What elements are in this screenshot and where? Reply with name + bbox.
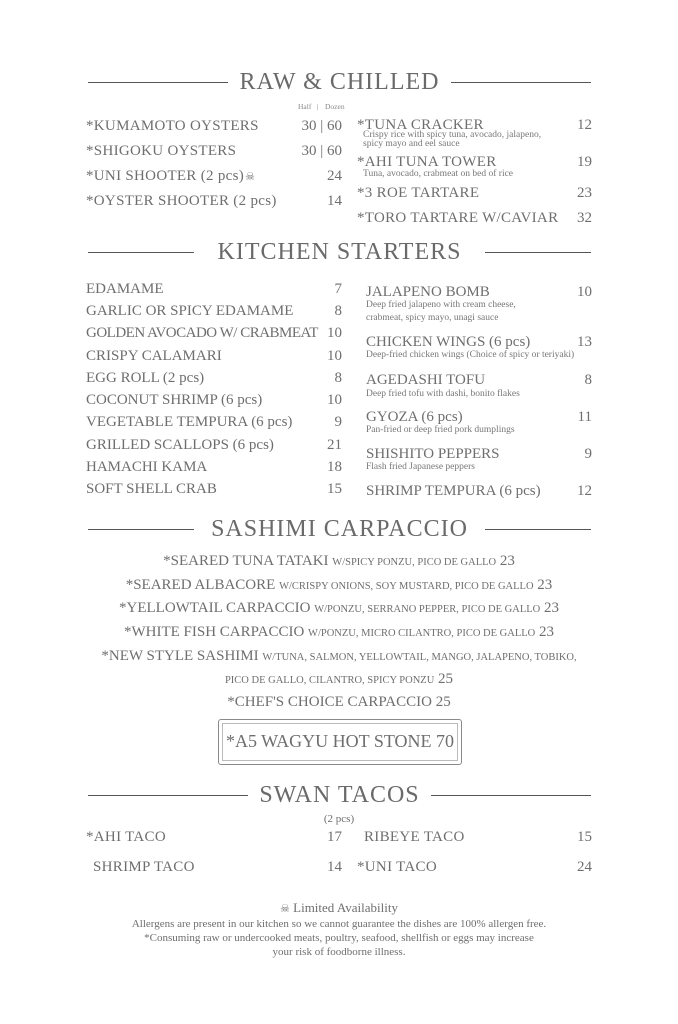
menu-item-name: CHICKEN WINGS (6 pcs) <box>366 334 531 350</box>
menu-item-price: 15 <box>577 829 592 845</box>
menu-item-price: 23 <box>537 577 553 593</box>
menu-item-price: 17 <box>327 829 342 845</box>
menu-item-name: COCONUT SHRIMP (6 pcs) <box>86 392 263 408</box>
section-header-raw-chilled <box>88 67 591 97</box>
menu-item-price: 18 <box>327 459 342 475</box>
menu-item-name: *AHI TACO <box>86 829 166 845</box>
menu-item-price: 25 <box>438 671 454 687</box>
menu-item-name: *UNI TACO <box>357 859 437 875</box>
section-header-swan-tacos <box>88 780 591 810</box>
menu-item-price: 13 <box>577 334 592 350</box>
menu-item-description: Crispy rice with spicy tuna, avocado, jalapeno, <box>363 130 542 140</box>
section-header-sashimi-carpaccio <box>88 514 591 544</box>
menu-item-price: 24 <box>327 168 342 184</box>
sashimi-item-continued <box>0 670 678 690</box>
menu-item-name: *CHEF'S CHOICE CARPACCIO <box>227 694 432 710</box>
wagyu-feature-box <box>218 719 462 765</box>
section-header-kitchen-starters <box>88 237 591 267</box>
column-separator: | <box>317 102 319 111</box>
menu-item-description: Deep fried jalapeno with cream cheese, <box>366 300 516 310</box>
menu-item-label: *UNI SHOOTER (2 pcs) <box>86 168 245 184</box>
menu-item-name: SHRIMP TEMPURA (6 pcs) <box>366 483 541 499</box>
section-title: SASHIMI CARPACCIO <box>211 516 468 542</box>
menu-item-price: 15 <box>327 481 342 497</box>
section-title: SWAN TACOS <box>259 782 420 808</box>
menu-item-name: *TUNA CRACKER <box>357 117 484 133</box>
menu-item-name: *SHIGOKU OYSTERS <box>86 143 237 159</box>
menu-item-price: 9 <box>334 414 342 430</box>
menu-item-name: *SEARED TUNA TATAKI <box>163 553 329 569</box>
raw-food-warning: *Consuming raw or undercooked meats, poultry, seafood, shellfish or eggs may increase <box>144 932 534 944</box>
menu-item-price: 23 <box>577 185 592 201</box>
menu-item-price: 7 <box>334 281 342 297</box>
menu-item-price: 8 <box>584 372 592 388</box>
menu-item-description: crabmeat, spicy mayo, unagi sauce <box>366 313 499 323</box>
menu-item-price: 23 <box>544 600 559 616</box>
menu-item-description: Tuna, avocado, crabmeat on bed of rice <box>363 169 514 179</box>
menu-item-price: 24 <box>577 859 592 875</box>
menu-item-description: PICO DE GALLO, CILANTRO, SPICY PONZU <box>224 675 435 686</box>
menu-item-description: spicy mayo and eel sauce <box>363 139 460 149</box>
menu-item-price: 23 <box>539 624 554 640</box>
menu-item-price: 21 <box>327 437 342 453</box>
menu-item-name: RIBEYE TACO <box>364 829 465 845</box>
sashimi-item <box>0 552 678 572</box>
menu-item-name: *AHI TUNA TOWER <box>357 154 497 170</box>
menu-item-description: W/SPICY PONZU, PICO DE GALLO <box>332 557 497 568</box>
menu-item-name: *OYSTER SHOOTER (2 pcs) <box>86 193 277 209</box>
menu-item-price: 19 <box>577 154 592 170</box>
menu-item-price: 8 <box>334 303 342 319</box>
menu-item-price: 10 <box>327 348 342 364</box>
menu-item-description: W/CRISPY ONIONS, SOY MUSTARD, PICO DE GALLO <box>279 581 534 592</box>
menu-item-description: W/PONZU, MICRO CILANTRO, PICO DE GALLO <box>308 628 536 639</box>
menu-item-name: HAMACHI KAMA <box>86 459 208 475</box>
sashimi-item <box>0 693 678 711</box>
menu-item-price: 25 <box>435 694 451 710</box>
menu-item-name: JALAPENO BOMB <box>366 284 490 300</box>
menu-item-name: GRILLED SCALLOPS (6 pcs) <box>86 437 274 453</box>
menu-item-description: Pan-fried or deep fried pork dumplings <box>366 425 515 435</box>
raw-food-warning-continued: your risk of foodborne illness. <box>272 946 406 958</box>
menu-item-price: 32 <box>577 210 592 226</box>
menu-item-name: *WHITE FISH CARPACCIO <box>123 624 305 640</box>
menu-item-description: W/TUNA, SALMON, YELLOWTAIL, MANGO, JALAPENO, TOBIKO, <box>262 652 577 663</box>
menu-item-price: 8 <box>334 370 342 386</box>
menu-item-name: SHRIMP TACO <box>93 859 195 875</box>
menu-item-price: 9 <box>584 446 592 462</box>
menu-item-name: SOFT SHELL CRAB <box>86 481 217 497</box>
menu-item-name: *KUMAMOTO OYSTERS <box>86 118 259 134</box>
section-title: KITCHEN STARTERS <box>217 239 462 265</box>
menu-item-price: 10 <box>327 325 342 341</box>
menu-item-price: 12 <box>577 483 592 499</box>
menu-item-price: 30 | 60 <box>301 118 342 134</box>
sashimi-item <box>0 623 678 643</box>
section-subtitle: (2 pcs) <box>323 813 355 825</box>
menu-item-price: 23 <box>499 553 515 569</box>
allergen-notice: Allergens are present in our kitchen so we cannot guarantee the dishes are 100% allergen free. <box>131 918 547 930</box>
sashimi-item <box>0 576 678 596</box>
column-label-dozen: Dozen <box>325 102 345 111</box>
menu-item-description: W/PONZU, SERRANO PEPPER, PICO DE GALLO <box>314 604 541 615</box>
menu-item-name: *3 ROE TARTARE <box>357 185 480 201</box>
menu-item-name: VEGETABLE TEMPURA (6 pcs) <box>86 414 293 430</box>
menu-item-name <box>86 167 255 186</box>
section-title: RAW & CHILLED <box>239 69 440 95</box>
menu-item-price: 30 | 60 <box>301 143 342 159</box>
menu-item-price: 14 <box>327 859 342 875</box>
menu-item-name: GYOZA (6 pcs) <box>366 409 463 425</box>
menu-item-name: AGEDASHI TOFU <box>366 372 486 388</box>
column-label-half: Half <box>298 102 312 111</box>
menu-item-name: CRISPY CALAMARI <box>86 348 222 364</box>
menu-item-price: 11 <box>577 409 592 425</box>
menu-item-description: Deep fried tofu with dashi, bonito flakes <box>366 389 520 399</box>
menu-item-name: *YELLOWTAIL CARPACCIO <box>119 600 311 616</box>
menu-item-name: EDAMAME <box>86 281 164 297</box>
menu-item-name: EGG ROLL (2 pcs) <box>86 370 205 386</box>
menu-item-name: GOLDEN AVOCADO W/ CRABMEAT <box>86 325 318 341</box>
limited-availability-text: Limited Availability <box>293 900 398 915</box>
menu-item-description: Deep-fried chicken wings (Choice of spicy or teriyaki) <box>366 350 575 360</box>
menu-item-price: 10 <box>577 284 592 300</box>
limited-availability-icon: ☠ <box>245 171 256 183</box>
limited-availability-note <box>0 899 678 918</box>
limited-availability-icon: ☠ <box>280 903 290 915</box>
menu-item-price: 14 <box>327 193 342 209</box>
menu-item-name: SHISHITO PEPPERS <box>366 446 500 462</box>
menu-item-name: *TORO TARTARE W/CAVIAR <box>357 210 559 226</box>
menu-item-name: *SEARED ALBACORE <box>125 577 276 593</box>
menu-item-name: *NEW STYLE SASHIMI <box>101 648 259 664</box>
menu-item-name: GARLIC OR SPICY EDAMAME <box>86 303 294 319</box>
menu-item-price: 12 <box>577 117 592 133</box>
wagyu-item: *A5 WAGYU HOT STONE 70 <box>225 731 454 751</box>
menu-item-description: Flash fried Japanese peppers <box>366 462 475 472</box>
sashimi-item <box>0 647 678 667</box>
sashimi-item <box>0 599 678 619</box>
menu-item-price: 10 <box>327 392 342 408</box>
